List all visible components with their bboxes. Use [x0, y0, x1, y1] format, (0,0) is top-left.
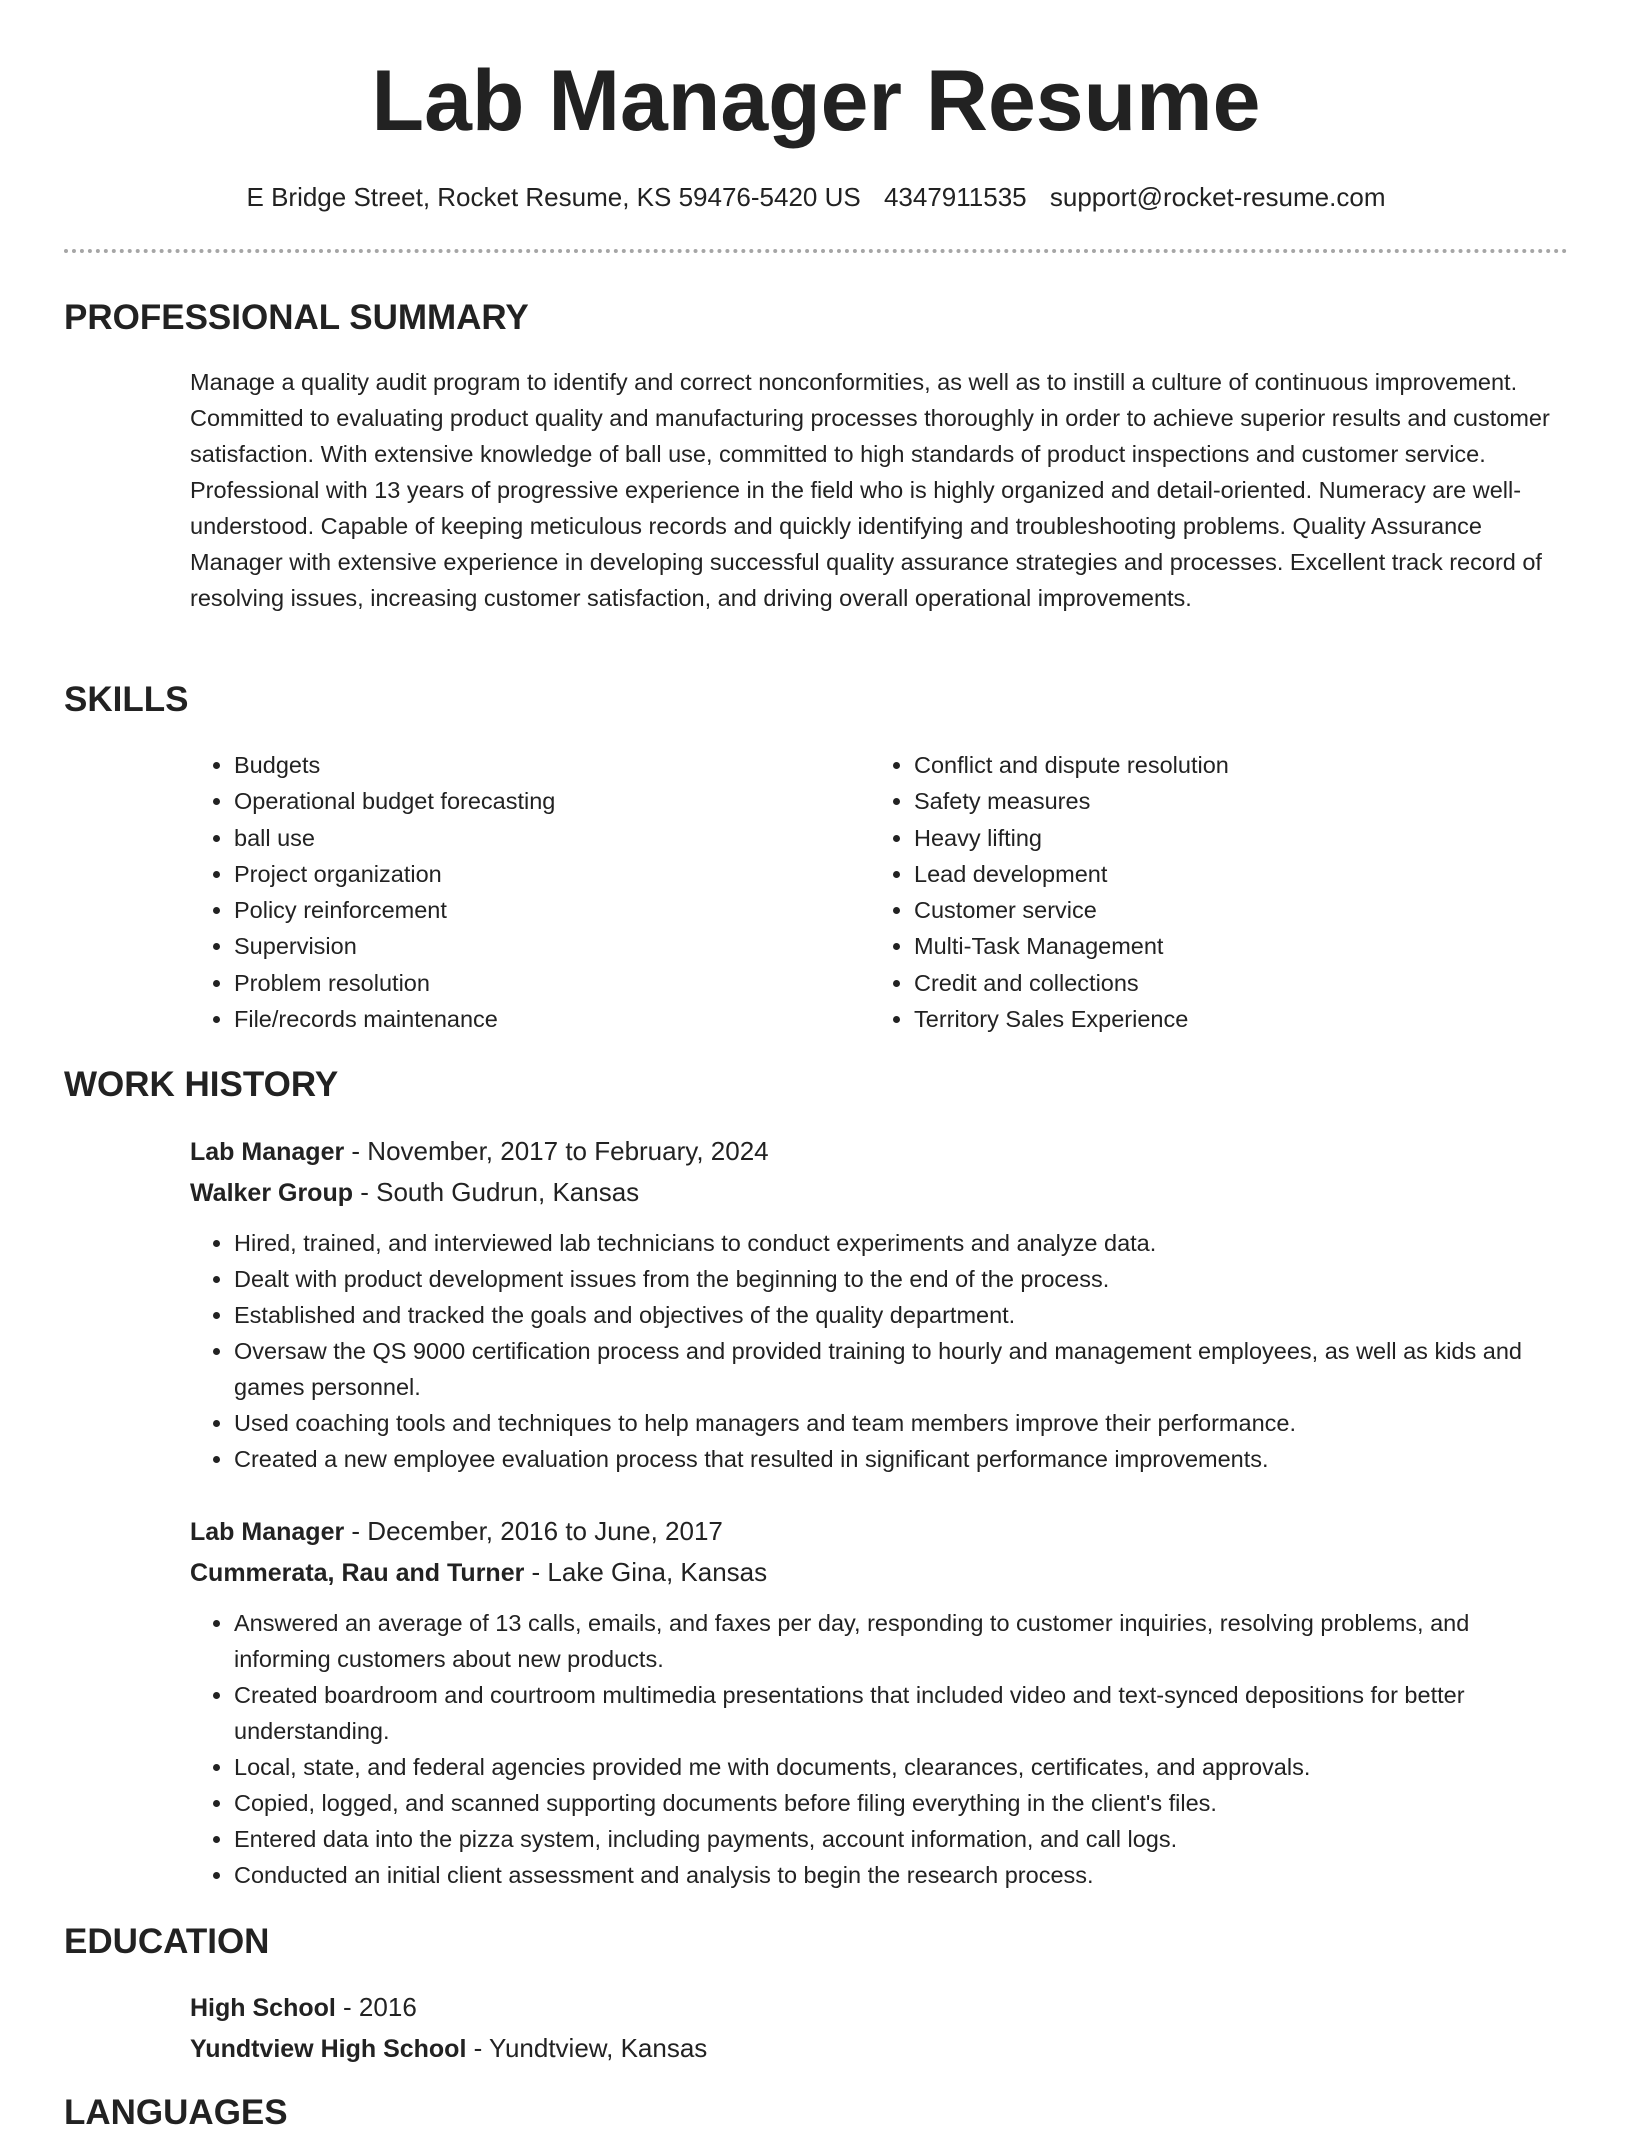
- section-heading-work: WORK HISTORY: [64, 1065, 339, 1104]
- skill-item: • Territory Sales Experience: [914, 1001, 1490, 1037]
- job-company-line: [190, 1172, 1568, 1213]
- job-location: - Lake Gina, Kansas: [524, 1557, 768, 1587]
- job-location: - South Gudrun, Kansas: [353, 1177, 640, 1207]
- education-location: - Yundtview, Kansas: [466, 2033, 708, 2063]
- job-bullet: • Established and tracked the goals and objectives of the quality department.: [234, 1297, 1568, 1333]
- contact-address: E Bridge Street, Rocket Resume, KS 59476-5420 US: [246, 182, 861, 212]
- skill-item: • Lead development: [914, 856, 1490, 892]
- summary-text: Manage a quality audit program to identify and correct nonconformities, as well as to instill a culture of continuous improvement. Committed to evaluating product quality and manufacturing processes thoroughly in order to achieve superior results and customer satisfaction. With extensive knowledge of ball use, committed to high standards of product inspections and customer service. Professional with 13 years of progressive experience in the field who is highly organized and detail-oriented. Numeracy are well-understood. Capable of keeping meticulous records and quickly identifying and troubleshooting problems. Quality Assurance Manager with extensive experience in developing successful quality assurance strategies and processes. Excellent track record of resolving issues, increasing customer satisfaction, and driving overall operational improvements.: [190, 369, 1550, 611]
- job-bullets: [190, 1605, 1568, 1893]
- education-entry: [190, 1987, 1568, 2069]
- job-bullet: • Created boardroom and courtroom multimedia presentations that included video and text-synced depositions for better understanding.: [234, 1677, 1568, 1749]
- education-year: - 2016: [335, 1992, 417, 2022]
- job-entry: [190, 1511, 1568, 1893]
- section-heading-skills: SKILLS: [64, 680, 189, 719]
- job-bullet: • Dealt with product development issues from the beginning to the end of the process.: [234, 1261, 1568, 1297]
- skills-right-list: [870, 747, 1490, 1037]
- skill-item: • Multi-Task Management: [914, 928, 1490, 964]
- job-company: Walker Group: [190, 1179, 353, 1207]
- skill-item: • Policy reinforcement: [234, 892, 810, 928]
- job-bullet: • Used coaching tools and techniques to help managers and team members improve their performance.: [234, 1405, 1568, 1441]
- job-company-line: [190, 1552, 1568, 1593]
- skill-item: • ball use: [234, 820, 810, 856]
- contact-email: support@rocket-resume.com: [1049, 182, 1386, 212]
- skill-item: • Conflict and dispute resolution: [914, 747, 1490, 783]
- skills-left-column: [190, 747, 810, 1037]
- education-degree: High School: [190, 1994, 336, 2022]
- job-title: Lab Manager: [190, 1518, 345, 1546]
- job-title: Lab Manager: [190, 1138, 345, 1166]
- contact-line: [64, 182, 1568, 213]
- education-degree-line: [190, 1987, 1568, 2028]
- job-bullet: • Created a new employee evaluation process that resulted in significant performance improvements.: [234, 1441, 1568, 1477]
- skill-item: • Credit and collections: [914, 965, 1490, 1001]
- job-bullet: • Copied, logged, and scanned supporting documents before filing everything in the client's files.: [234, 1785, 1568, 1821]
- job-entry: [190, 1131, 1568, 1477]
- job-bullet: • Oversaw the QS 9000 certification process and provided training to hourly and management employees, as well as kids and games personnel.: [234, 1333, 1568, 1405]
- job-dates: - December, 2016 to June, 2017: [344, 1516, 723, 1546]
- skill-item: • Problem resolution: [234, 965, 810, 1001]
- skills-right-column: [870, 747, 1490, 1037]
- job-bullet: • Hired, trained, and interviewed lab technicians to conduct experiments and analyze data.: [234, 1225, 1568, 1261]
- job-dates: - November, 2017 to February, 2024: [344, 1136, 769, 1166]
- section-heading-languages: LANGUAGES: [64, 2093, 288, 2132]
- job-bullet: • Local, state, and federal agencies provided me with documents, clearances, certificates, and approvals.: [234, 1749, 1568, 1785]
- summary-block: [190, 364, 1568, 616]
- job-bullet: • Answered an average of 13 calls, emails, and faxes per day, responding to customer inquiries, resolving problems, and informing customers about new products.: [234, 1605, 1568, 1677]
- section-heading-education: EDUCATION: [64, 1922, 270, 1961]
- job-title-line: [190, 1131, 1568, 1172]
- education-school: Yundtview High School: [190, 2035, 467, 2063]
- skill-item: • Heavy lifting: [914, 820, 1490, 856]
- skill-item: • Project organization: [234, 856, 810, 892]
- resume-title: Lab Manager Resume: [371, 53, 1261, 149]
- skill-item: • Customer service: [914, 892, 1490, 928]
- skill-item: • Safety measures: [914, 783, 1490, 819]
- job-bullets: [190, 1225, 1568, 1477]
- header-divider: [64, 249, 1568, 253]
- skill-item: • Budgets: [234, 747, 810, 783]
- job-bullet: • Conducted an initial client assessment and analysis to begin the research process.: [234, 1857, 1568, 1893]
- skill-item: • Operational budget forecasting: [234, 783, 810, 819]
- education-school-line: [190, 2028, 1568, 2069]
- skill-item: • Supervision: [234, 928, 810, 964]
- job-company: Cummerata, Rau and Turner: [190, 1559, 525, 1587]
- section-heading-summary: PROFESSIONAL SUMMARY: [64, 298, 529, 337]
- job-title-line: [190, 1511, 1568, 1552]
- skill-item: • File/records maintenance: [234, 1001, 810, 1037]
- job-bullet: • Entered data into the pizza system, including payments, account information, and call logs.: [234, 1821, 1568, 1857]
- skills-left-list: [190, 747, 810, 1037]
- contact-phone: 4347911535: [883, 182, 1027, 212]
